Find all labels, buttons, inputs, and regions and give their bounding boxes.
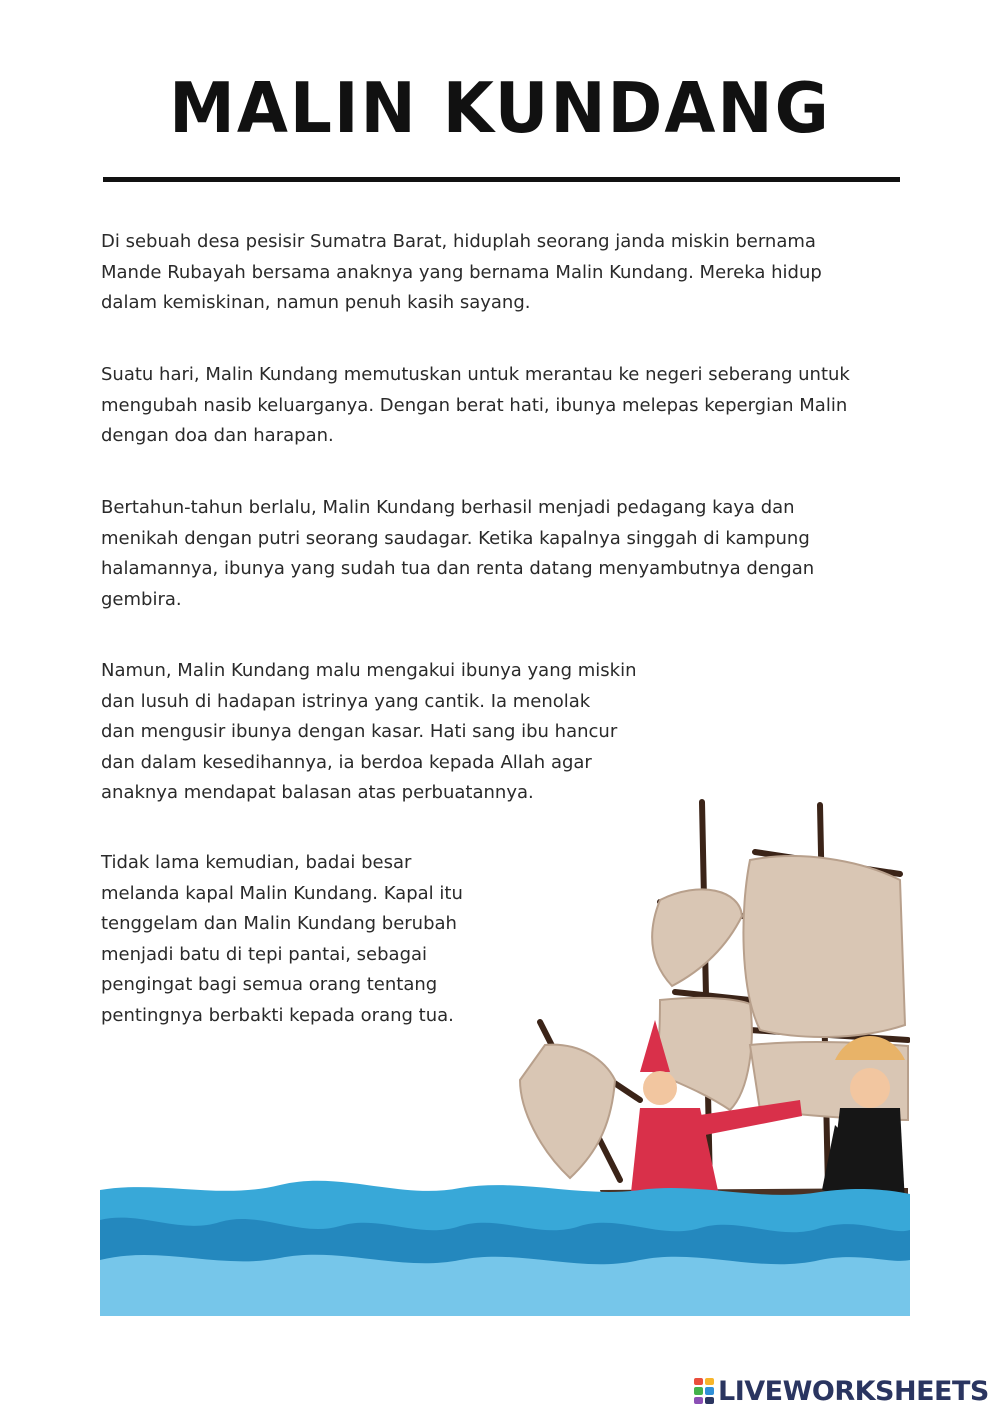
paragraph-line: Suatu hari, Malin Kundang memutuskan untuk merantau ke negeri seberang untuk: [101, 364, 850, 385]
title-divider: [103, 177, 900, 182]
paragraph-line: pengingat bagi semua orang tentang: [101, 974, 438, 995]
paragraph-line: tenggelam dan Malin Kundang berubah: [101, 913, 457, 934]
paragraph-line: dan lusuh di hadapan istrinya yang cantik. Ia menolak: [101, 690, 591, 712]
paragraph-line: dan dalam kesedihannya, ia berdoa kepada Allah agar: [101, 751, 592, 773]
liveworksheets-mark-icon: [694, 1378, 714, 1404]
paragraph-line: dalam kemiskinan, namun penuh kasih sayang.: [101, 292, 531, 313]
paragraph-line: Namun, Malin Kundang malu mengakui ibunya yang miskin: [101, 660, 637, 681]
paragraph-line: halamannya, ibunya yang sudah tua dan renta datang menyambutnya dengan: [101, 558, 815, 579]
paragraph-line: Mande Rubayah bersama anaknya yang bernama Malin Kundang. Mereka hidup: [101, 261, 822, 283]
paragraph-line: gembira.: [101, 588, 182, 610]
paragraph-line: menikah dengan putri seorang saudagar. Ketika kapalnya singgah di kampung: [101, 527, 810, 549]
paragraph-line: mengubah nasib keluarganya. Dengan berat hati, ibunya melepas kepergian Malin: [101, 394, 848, 416]
paragraph-line: dan mengusir ibunya dengan kasar. Hati sang ibu hancur: [101, 721, 618, 742]
paragraph-line: Di sebuah desa pesisir Sumatra Barat, hiduplah seorang janda miskin bernama: [101, 231, 816, 252]
paragraph-line: anaknya mendapat balasan atas perbuatannya.: [101, 782, 534, 803]
story-paragraph-2: [101, 360, 850, 452]
paragraph-line: pentingnya berbakti kepada orang tua.: [101, 1004, 454, 1026]
paragraph-line: Tidak lama kemudian, badai besar: [101, 852, 412, 873]
story-paragraph-4: [101, 656, 637, 809]
page-title: MALIN KUNDANG: [169, 68, 831, 149]
story-paragraph-1: [101, 227, 822, 319]
paragraph-line: menjadi batu di tepi pantai, sebagai: [101, 943, 428, 965]
liveworksheets-logo[interactable]: [694, 1373, 989, 1409]
story-paragraph-3: [101, 493, 814, 615]
liveworksheets-logo-text: LIVEWORKSHEETS: [718, 1375, 989, 1407]
paragraph-line: melanda kapal Malin Kundang. Kapal itu: [101, 882, 463, 904]
ship-and-characters-illustration: [100, 790, 910, 1316]
paragraph-line: dengan doa dan harapan.: [101, 425, 334, 446]
paragraph-line: Bertahun-tahun berlalu, Malin Kundang berhasil menjadi pedagang kaya dan: [101, 497, 795, 518]
